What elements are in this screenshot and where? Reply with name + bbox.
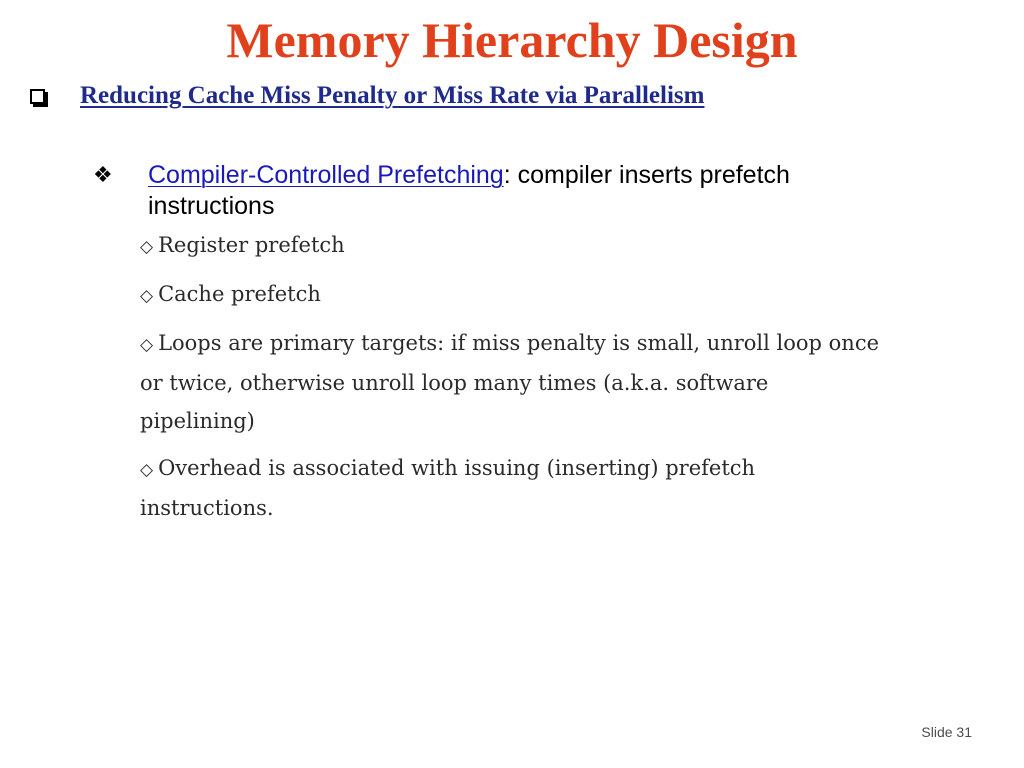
sub-point [140, 324, 880, 440]
main-point-term: Compiler-Controlled Prefetching [148, 161, 504, 189]
sub-point [140, 226, 880, 266]
diamond-outline-icon: ◇ [140, 237, 154, 257]
main-point-description: : compiler inserts prefetch instructions [148, 161, 790, 220]
main-point [93, 160, 893, 222]
section-heading-row [30, 78, 704, 114]
diamond-outline-icon: ◇ [140, 460, 154, 480]
diamond-outline-icon: ◇ [140, 286, 154, 306]
section-heading: Reducing Cache Miss Penalty or Miss Rate via Parallelism [80, 82, 705, 109]
sub-point-text: Register prefetch [158, 233, 345, 257]
sub-point-list [140, 226, 880, 536]
slide-number: Slide 31 [921, 724, 972, 740]
sub-point [140, 275, 880, 315]
four-diamond-bullet-icon: ❖ [93, 163, 113, 188]
slide-title: Memory Hierarchy Design [226, 12, 798, 68]
diamond-outline-icon: ◇ [140, 335, 154, 355]
checkbox-bullet-icon [30, 89, 45, 104]
main-point-text [148, 160, 893, 222]
sub-point [140, 449, 880, 527]
sub-point-text: Overhead is associated with issuing (inserting) prefetch instructions. [140, 456, 756, 520]
sub-point-text: Loops are primary targets: if miss penalty is small, unroll loop once or twice, otherwise unroll loop many times (a.k.a. software pipelining) [140, 331, 880, 433]
sub-point-text: Cache prefetch [158, 282, 321, 306]
